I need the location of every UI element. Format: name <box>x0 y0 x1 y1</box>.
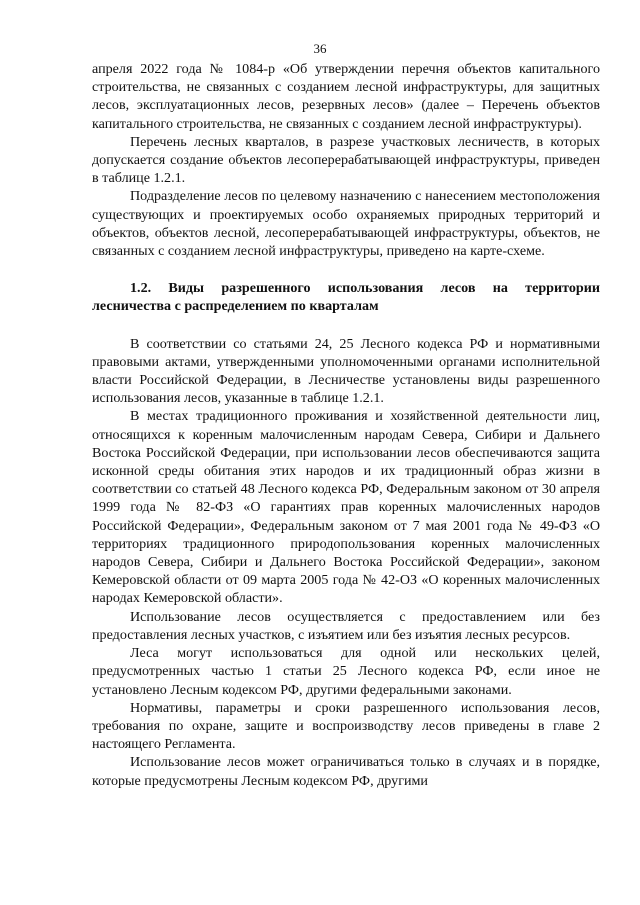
paragraph-continuation: апреля 2022 года № 1084-р «Об утверждении перечня объектов капитального строительства, не связанных с созданием лесной инфраструктуры, для защитных лесов, эксплуатационных лесов, резервных лесов» (далее – Перечень объектов капитального строительства, не связанных с созданием лесной инфраструктуры). <box>92 61 600 132</box>
paragraph-quarters-list: Перечень лесных кварталов, в разрезе участковых лесничеств, в которых допускается создание объектов лесоперерабатывающей инфраструктуры, приведен в таблице 1.2.1. <box>92 133 600 187</box>
section-heading: 1.2. Виды разрешенного использования лесов на территории лесничества с распределением по кварталам <box>92 280 600 315</box>
paragraph-forest-division: Подразделение лесов по целевому назначению с нанесением местоположения существующих и проектируемых особо охраняемых природных территорий и объектов, объектов лесной, лесоперерабатывающей инфраструктуры, объектов, не связанных с созданием лесной инфраструктуры, приведено на карте-схеме. <box>92 188 600 260</box>
paragraph-use-restrictions: Использование лесов может ограничиваться только в случаях и в порядке, которые предусмотрены Лесным кодексом РФ, другими <box>92 754 600 789</box>
page-number: 36 <box>313 41 327 56</box>
page-body <box>92 60 600 790</box>
paragraph-permitted-uses: В соответствии со статьями 24, 25 Лесного кодекса РФ и нормативными правовыми актами, утвержденными уполномоченными органами исполнительной власти Российской Федерации, в Лесничестве установлены виды разрешенного использования лесов, указанные в таблице 1.2.1. <box>92 335 600 407</box>
paragraph-forest-purposes: Леса могут использоваться для одной или нескольких целей, предусмотренных частью 1 статьи 25 Лесного кодекса РФ, если иное не установлено Лесным кодексом РФ, другими федеральными законами. <box>92 645 600 698</box>
paragraph-norms-reference: Нормативы, параметры и сроки разрешенного использования лесов, требования по охране, защите и воспроизводству лесов приведены в главе 2 настоящего Регламента. <box>92 699 600 753</box>
paragraph-forest-use-methods: Использование лесов осуществляется с предоставлением или без предоставления лесных участков, с изъятием или без изъятия лесных ресурсов. <box>92 608 600 643</box>
paragraph-indigenous-peoples: В местах традиционного проживания и хозяйственной деятельности лиц, относящихся к коренным малочисленным народам Севера, Сибири и Дальнего Востока Российской Федерации, при использовании лесов обеспечиваются защита исконной среды обитания этих народов и их традиционный образ жизни в соответствии со статьей 48 Лесного кодекса РФ, Федеральным законом от 30 апреля 1999 года № 82-ФЗ «О гарантиях прав коренных малочисленных народов Российской Федерации», Федеральным законом от 7 мая 2001 года № 49-ФЗ «О территориях традиционного природопользования коренных малочисленных народов Севера, Сибири и Дальнего Востока Российской Федерации», законом Кемеровской области от 09 марта 2005 года № 42-ОЗ «О коренных малочисленных народах Кемеровской области». <box>92 408 600 607</box>
